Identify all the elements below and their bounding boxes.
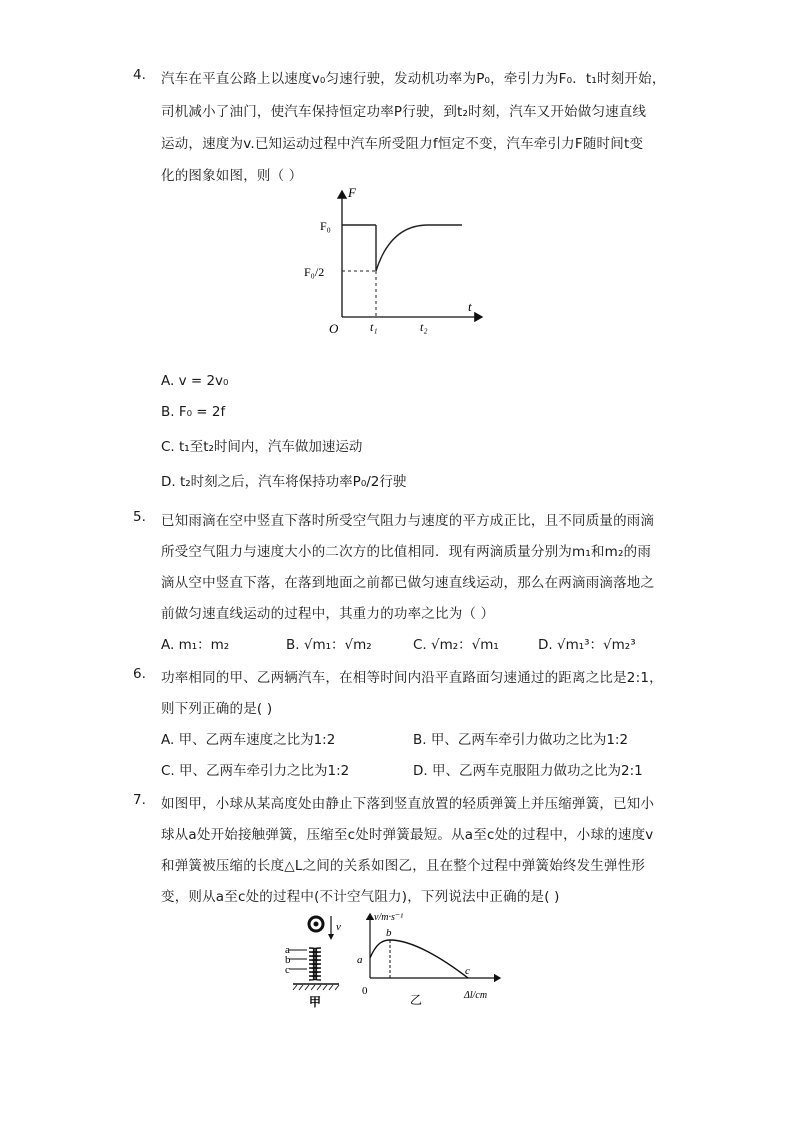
x-axis-label: Δl/cm (464, 990, 488, 1001)
question-text-line: 滴从空中竖直下落，在落到地面之前都已做匀速直线运动，那么在两滴雨滴落地之 (161, 575, 655, 591)
question-text-line: 所受空气阻力与速度大小的二次方的比值相同．现有两滴质量分别为m₁和m₂的雨 (161, 544, 652, 560)
question-text-line: 化的图象如图，则（ ） (161, 168, 303, 184)
origin-label: 0 (362, 985, 368, 997)
question-number: 7. (133, 792, 146, 808)
option-c[interactable]: C. 甲、乙两车牵引力之比为1:2 (161, 763, 350, 779)
point-c-label: c (285, 964, 290, 976)
spring-icon (309, 948, 321, 980)
figure-caption-yi: 乙 (410, 993, 423, 1007)
point-c-label: c (465, 965, 470, 977)
question-text-line: 汽车在平直公路上以速度v₀匀速行驶，发动机功率为P₀，牵引力为F₀．t₁时刻开始， (161, 71, 666, 87)
question-text-line: 功率相同的甲、乙两辆汽车，在相等时间内沿平直路面匀速通过的距离之比是2:1， (161, 670, 663, 686)
option-c[interactable]: C. √m₂：√m₁ (413, 637, 499, 653)
question-text-line: 前做匀速直线运动的过程中，其重力的功率之比为（ ） (161, 606, 495, 622)
x-tick-t2: t₂ (420, 320, 428, 334)
option-d[interactable]: D. t₂时刻之后，汽车将保持功率P₀/2行驶 (161, 474, 407, 490)
velocity-compression-graph (352, 908, 512, 1008)
velocity-curve (370, 940, 468, 978)
figure-caption-jia: 甲 (309, 995, 322, 1009)
point-b-label: b (285, 954, 291, 966)
force-time-graph (300, 183, 490, 335)
question-text-line: 已知雨滴在空中竖直下落时所受空气阻力与速度的平方成正比，且不同质量的雨滴 (161, 513, 655, 529)
y-axis-label: v/m·s⁻¹ (374, 912, 404, 923)
recovery-curve (376, 225, 462, 271)
option-a[interactable]: A. m₁：m₂ (161, 637, 230, 653)
y-tick-f0: F₀ (320, 219, 331, 233)
question-number: 5. (133, 509, 146, 525)
option-d[interactable]: D. √m₁³：√m₂³ (538, 637, 636, 653)
option-d[interactable]: D. 甲、乙两车克服阻力做功之比为2:1 (413, 763, 643, 779)
x-axis-label: t (468, 299, 472, 314)
velocity-label: v (336, 921, 341, 933)
question-text-line: 球从a处开始接触弹簧，压缩至c处时弹簧最短。从a至c处的过程中，小球的速度v (161, 827, 654, 843)
question-text-line: 运动，速度为v.已知运动过程中汽车所受阻力f恒定不变，汽车牵引力F随时间t变 (161, 136, 644, 152)
point-b-label: b (386, 927, 392, 939)
option-a[interactable]: A. v = 2v₀ (161, 373, 229, 389)
question-text-line: 变，则从a至c处的过程中(不计空气阻力)，下列说法中正确的是( ) (161, 889, 560, 905)
x-tick-t1: t₁ (370, 320, 378, 334)
origin-label: O (329, 321, 339, 335)
point-a-label: a (357, 954, 363, 966)
question-number: 4. (133, 67, 146, 83)
option-c[interactable]: C. t₁至t₂时间内，汽车做加速运动 (161, 439, 363, 455)
question-text-line: 则下列正确的是( ) (161, 701, 273, 717)
option-b[interactable]: B. 甲、乙两车牵引力做功之比为1:2 (413, 732, 629, 748)
ground-hatch (293, 985, 339, 990)
question-text-line: 如图甲，小球从某高度处由静止下落到竖直放置的轻质弹簧上并压缩弹簧，已知小 (161, 796, 655, 812)
spring-ball-figure (283, 908, 353, 1018)
question-text-line: 司机减小了油门，使汽车保持恒定功率P行驶，到t₂时刻，汽车又开始做匀速直线 (161, 104, 647, 120)
question-text-line: 和弹簧被压缩的长度△L之间的关系如图乙，且在整个过程中弹簧始终发生弹性形 (161, 858, 646, 874)
option-b[interactable]: B. √m₁：√m₂ (286, 637, 372, 653)
y-axis-label: F (348, 185, 356, 200)
point-a-label: a (285, 944, 290, 956)
option-a[interactable]: A. 甲、乙两车速度之比为1:2 (161, 732, 336, 748)
question-number: 6. (133, 666, 146, 682)
option-b[interactable]: B. F₀ = 2f (161, 404, 226, 420)
y-tick-half-f0: F₀/2 (304, 265, 325, 279)
